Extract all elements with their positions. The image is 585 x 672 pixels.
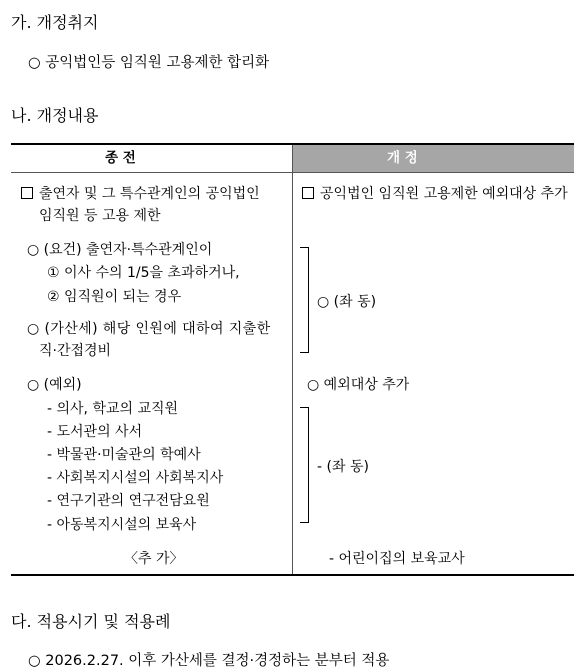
- right-exc-add: ○ 예외대상 추가: [307, 377, 410, 393]
- left-item1: [21, 183, 260, 203]
- table-column-divider: [292, 145, 293, 574]
- left-exc-item: - 아동복지시설의 보육사: [47, 517, 197, 533]
- table-bottom-rule: [11, 574, 574, 576]
- left-req-title: ○ (요건) 출연자·특수관계인이: [27, 242, 213, 258]
- table-head-left: [11, 145, 292, 172]
- head-right-label: 개 정: [387, 150, 418, 166]
- right-item1-text: 공익법인 임직원 고용제한 예외대상 추가: [320, 186, 568, 202]
- section-b-title: 나. 개정내용: [11, 106, 99, 125]
- left-exc-item: - 의사, 학교의 교직원: [47, 401, 179, 417]
- left-add-label: 〈추 가〉: [124, 551, 184, 567]
- section-c-title: 다. 적용시기 및 적용례: [11, 612, 171, 631]
- bracket-icon: [300, 407, 309, 523]
- right-item1: [302, 183, 568, 203]
- right-same-1: ○ (좌 동): [317, 294, 377, 310]
- left-exc-item: - 도서관의 사서: [47, 424, 143, 440]
- table-head-right: [293, 145, 574, 172]
- left-tax-line2: 직·간접경비: [39, 343, 112, 359]
- head-left-label: 종 전: [105, 150, 136, 166]
- right-new-item: - 어린이집의 보육교사: [329, 551, 465, 567]
- checkbox-square-icon: [21, 187, 33, 199]
- left-tax-line1: ○ (가산세) 해당 인원에 대하여 지출한: [27, 321, 271, 337]
- section-c-item: ○ 2026.2.27. 이후 가산세를 결정·경정하는 분부터 적용: [28, 653, 390, 669]
- bracket-icon: [300, 247, 309, 353]
- left-exc-item: - 박물관·미술관의 학예사: [47, 447, 201, 463]
- left-req-2: ② 임직원이 되는 경우: [47, 289, 182, 305]
- left-exc-item: - 사회복지시설의 사회복지사: [47, 470, 224, 486]
- left-item1-line1: 출연자 및 그 특수관계인의 공익법인: [39, 186, 260, 202]
- section-a-item: ○ 공익법인등 임직원 고용제한 합리화: [28, 55, 270, 71]
- left-exc-title: ○ (예외): [27, 377, 82, 393]
- left-exc-item: - 연구기관의 연구전담요원: [47, 493, 210, 509]
- right-same-2: - (좌 동): [317, 459, 369, 475]
- checkbox-square-icon: [302, 187, 314, 199]
- section-a-title: 가. 개정취지: [11, 13, 99, 32]
- left-req-1: ① 이사 수의 1/5을 초과하거나,: [47, 265, 240, 281]
- left-item1-line2: 임직원 등 고용 제한: [39, 208, 161, 224]
